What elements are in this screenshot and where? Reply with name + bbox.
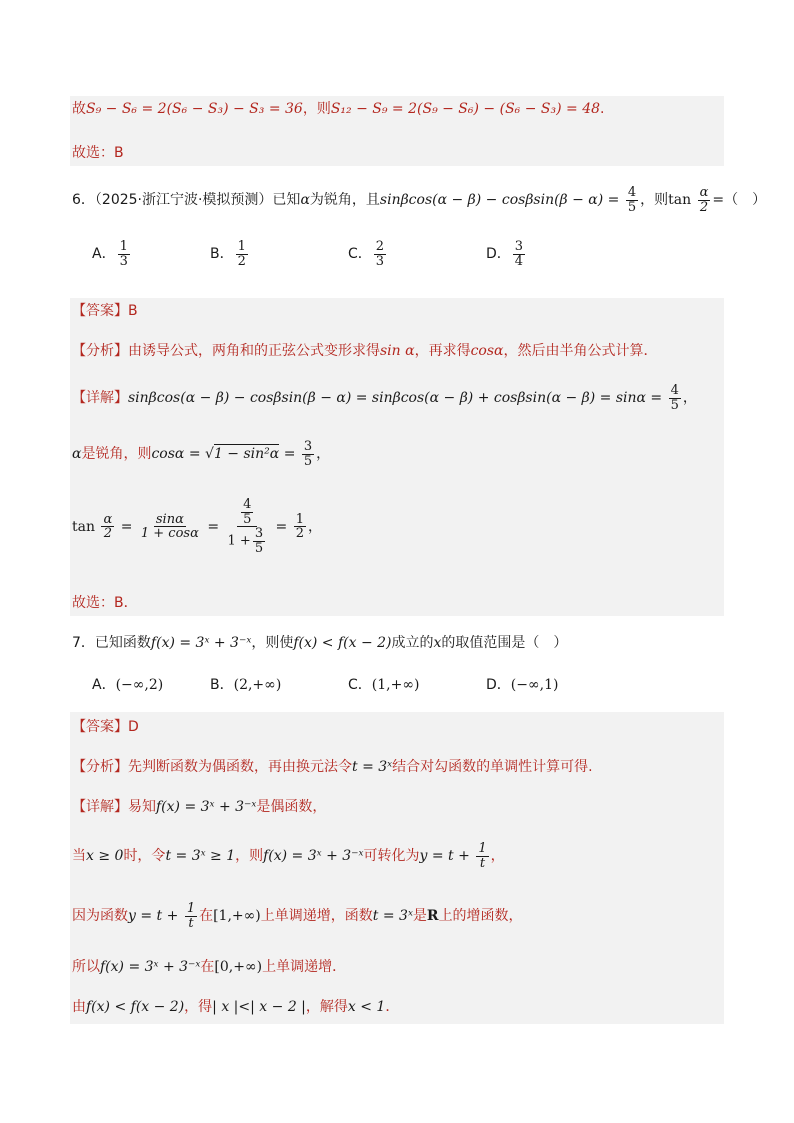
- q6-stem-fraction: $\frac{4}{5}$: [627, 185, 637, 215]
- q7-analysis: 【分析】先判断函数为偶函数，再由换元法令t = 3ˣ结合对勾函数的单调性计算可得.: [72, 759, 593, 775]
- q7-detail-line5: 由f(x) < f(x − 2)，得| x |<| x − 2 |，解得x < 1．: [72, 999, 400, 1015]
- q7-option-a: A．(−∞,2): [92, 677, 164, 693]
- q6-option-b: B． $\frac{1}{2}$: [210, 239, 246, 269]
- q6-detail-line1: 【详解】sinβcos(α − β) − cosβsin(β − α) = sinβcos(α − β) + cosβsin(α − β) = sinα = $\frac{4}{5}$ ，: [72, 383, 697, 413]
- q7-detail-line4: 所以f(x) = 3ˣ + 3⁻ˣ在[0,+∞)上单调递增．: [72, 959, 347, 975]
- q7-option-d: D．(−∞,1): [486, 677, 559, 693]
- q7-detail-line2: 当x ≥ 0时，令t = 3ˣ ≥ 1，则f(x) = 3ˣ + 3⁻ˣ可转化为y = t + $\frac{1}{t}$ ，: [72, 841, 505, 871]
- q6-option-a: A． $\frac{1}{3}$: [92, 239, 128, 269]
- q6-choose: 故选：B．: [72, 595, 138, 611]
- q7-option-c: C．(1,+∞): [348, 677, 420, 693]
- q6-option-c: C． $\frac{2}{3}$: [348, 239, 385, 269]
- q6-detail-line2: α是锐角，则cosα = √1 − sin²α = $\frac{3}{5}$ ，: [72, 439, 331, 469]
- q6-answer: 【答案】B: [72, 303, 138, 319]
- q6-compound-fraction: $\frac{4}{5}$ 1 + $\frac{3}{5}$: [227, 497, 264, 556]
- q7-stem: 7．已知函数f(x) = 3ˣ + 3⁻ˣ，则使f(x) < f(x − 2)成立的x的取值范围是（ ）: [72, 635, 568, 651]
- top-choose-line: 故选：B: [72, 145, 124, 161]
- q7-detail-line3: 因为函数y = t + $\frac{1}{t}$ 在[1,+∞)上单调递增，函数t = 3ˣ是R上的增函数，: [72, 901, 523, 931]
- q7-answer: 【答案】D: [72, 719, 139, 735]
- q6-analysis: 【分析】由诱导公式，两角和的正弦公式变形求得sin α，再求得cosα，然后由半角公式计算．: [72, 343, 658, 359]
- q7-detail-line1: 【详解】易知f(x) = 3ˣ + 3⁻ˣ是偶函数，: [72, 799, 327, 815]
- q6-detail-line3: tan $\frac{\alpha}{2}$ = $\frac{\sin\alpha}{1 + \cos\alpha}$ = $\frac{4}{5}$ 1 + $\frac{3}{5}$ = $\frac{1}{2}$ ，: [72, 497, 323, 556]
- q7-option-b: B．(2,+∞): [210, 677, 282, 693]
- q6-option-d: D． $\frac{3}{4}$: [486, 239, 524, 269]
- q6-tan-half-fraction: $\frac{\alpha}{2}$: [699, 185, 709, 215]
- q6-stem: 6．（2025·浙江宁波·模拟预测）已知α为锐角，且sinβcos(α − β) − cosβsin(β − α) = $\frac{4}{5}$ ，则tan $\frac{\alpha}{2}$ =（ ）: [72, 185, 767, 215]
- top-conclusion-line: 故S₉ − S₆ = 2(S₆ − S₃) − S₃ = 36，则S₁₂ − S₉ = 2(S₉ − S₆) − (S₆ − S₃) = 48.: [72, 101, 605, 117]
